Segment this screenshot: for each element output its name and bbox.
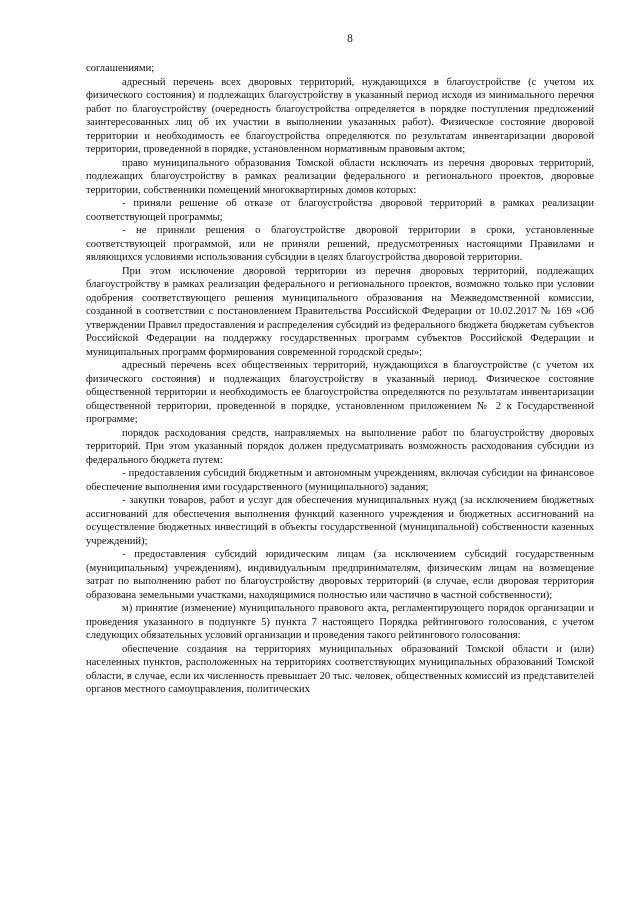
paragraph: право муниципального образования Томской области исключать из перечня дворовых территорий, подлежащих благоустройству в рамках реализации федерального и регионального проектов, дворовые территории, собственники помещений многоквартирных домов которых: — [86, 157, 594, 196]
paragraph: адресный перечень всех общественных территорий, нуждающихся в благоустройстве (с учетом их физического состояния) и подлежащих благоустройству в указанный период. Физическое состояние общественной территории и необходимость ее благоустройства определяются по результатам инвентаризации общественной территории, проведенной в порядке, установленном приложением № 2 к Государственной программе; — [86, 360, 594, 425]
paragraph: - предоставления субсидий юридическим лицам (за исключением субсидий государственным (муниципальным) учреждениям), индивидуальным предпринимателям, физическим лицам на возмещение затрат по выполнению работ по благоустройству дворовых территорий (в случае, если дворовая территория образована земельными участками, находящимися полностью или частично в частной собственности); — [86, 549, 594, 601]
paragraph: м) принятие (изменение) муниципального правового акта, регламентирующего порядок организации и проведения указанного в подпункте 5) пункта 7 настоящего Порядка рейтингового голосования, с учетом следующих обязательных условий организации и проведения такого рейтингового голосования: — [86, 603, 594, 641]
paragraph: - предоставления субсидий бюджетным и автономным учреждениям, включая субсидии на финансовое обеспечение выполнения ими государственного (муниципального) задания; — [86, 468, 594, 493]
paragraph: - закупки товаров, работ и услуг для обеспечения муниципальных нужд (за исключением бюджетных ассигнований для обеспечения выполнения функций казенного учреждения и бюджетных ассигнований на осуществление бюджетных инвестиций в объекты государственной (муниципальной) собственности казенных учреждений); — [86, 495, 594, 547]
paragraph: - приняли решение об отказе от благоустройства дворовой территорий в рамках реализации соответствующей программы; — [86, 198, 594, 223]
page-number: 8 — [347, 33, 353, 45]
paragraph: соглашениями; — [86, 63, 155, 74]
paragraph: - не приняли решения о благоустройстве дворовой территории в сроки, установленные соответствующей программой, или не приняли решений, предусмотренных настоящими Правилами и являющихся условиями использования субсидии в целях благоустройства дворовой территории. — [86, 225, 594, 263]
paragraph: При этом исключение дворовой территории из перечня дворовых территорий, подлежащих благоустройству в рамках реализации федерального и регионального проектов, возможно только при условии одобрения соответствующего решения муниципального образования на Межведомственной комиссии, созданной в соответствии с постановлением Правительства Российской Федерации от 10.02.2017 № 169 «Об утверждении Правил предоставления и распределения субсидий из федерального бюджета бюджетам субъектов Российской Федерации на поддержку государственных программ субъектов Российской Федерации и муниципальных программ формирования современной городской среды»; — [86, 265, 594, 358]
paragraph: адресный перечень всех дворовых территорий, нуждающихся в благоустройстве (с учетом их физического состояния) и подлежащих благоустройству в указанный период исходя из минимального перечня работ по благоустройству (очередность благоустройства определяется в порядке поступления предложений заинтересованных лиц об их участии в выполнении указанных работ). Физическое состояние дворовой территории и необходимость ее благоустройства определяются по результатам инвентаризации дворовой территории, проведенной в порядке, установленном нормативным правовым актом; — [86, 76, 594, 155]
paragraph: обеспечение создания на территориях муниципальных образований Томской области и (или) населенных пунктов, расположенных на территориях соответствующих муниципальных образований Томской области, в случае, если их численность превышает 20 тыс. человек, общественных комиссий из представителей органов местного самоуправления, политических — [86, 643, 594, 695]
document-body — [86, 62, 594, 697]
paragraph: порядок расходования средств, направляемых на выполнение работ по благоустройству дворовых территорий. При этом указанный порядок должен предусматривать возможность расходования субсидии из федерального бюджета путем: — [86, 427, 594, 466]
